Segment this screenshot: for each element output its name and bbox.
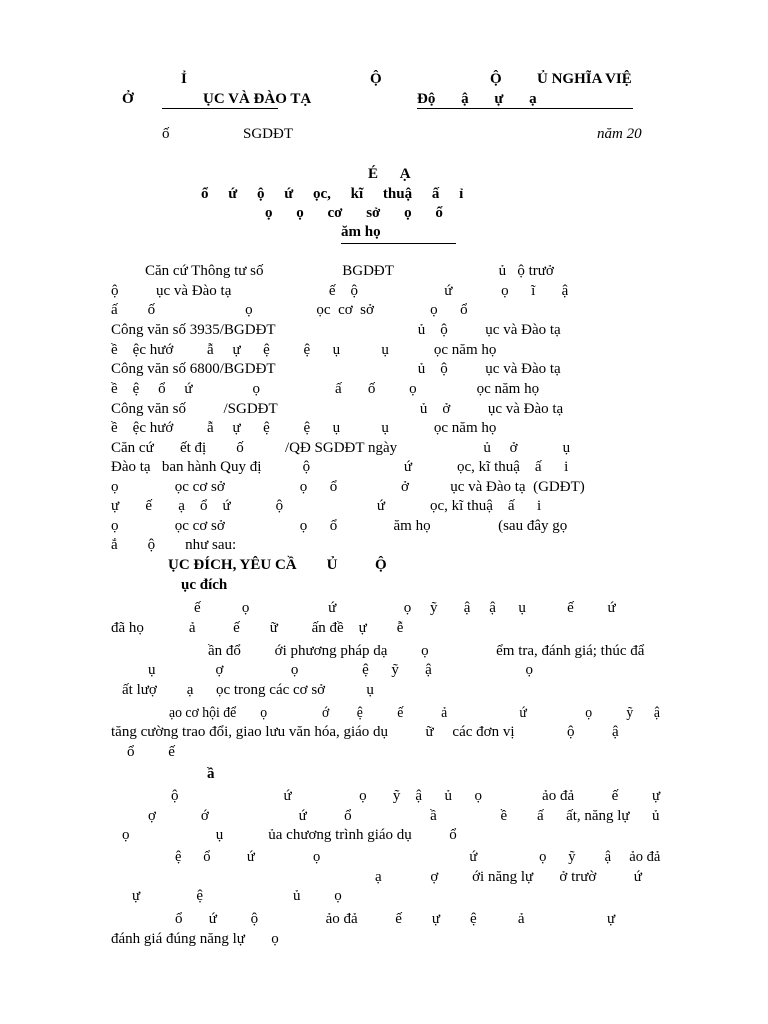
document-number: SGDĐT xyxy=(243,126,294,142)
body-line: ổ ứ ộ ảo đả ế ự ệ ả ự xyxy=(175,911,616,927)
section-heading: ỤC ĐÍCH, YÊU CẦ Ủ Ộ xyxy=(168,557,387,573)
body-line: ọ ụ ủa chương trình giáo dụ ổ xyxy=(122,827,457,843)
body-line: ất lượ ạ ọc trong các cơ sở ụ xyxy=(122,682,374,698)
header-text: Ộ xyxy=(490,71,502,87)
body-line: ề ệc hướ ẫ ự ệ ệ ụ ụ ọc năm họ xyxy=(111,342,497,358)
document-number: ố xyxy=(162,126,170,142)
body-line: ạo cơ hội để ọ ớ ệ ế ả ứ ọ ỹ ậ xyxy=(169,705,660,721)
body-line: Công văn số /SGDĐT ủ ở ục và Đào tạ xyxy=(111,401,564,417)
body-line: Công văn số 3935/BGDĐT ủ ộ ục và Đào tạ xyxy=(111,322,561,338)
title-underline xyxy=(341,243,456,244)
body-line: ộ ứ ọ ỹ ậ ủ ọ ảo đả ế ự xyxy=(171,788,661,804)
header-text: ỤC VÀ ĐÀO TẠ xyxy=(203,91,312,107)
body-line: ọ ọc cơ sở ọ ổ ăm họ (sau đây gọ xyxy=(111,518,568,534)
body-line: Đào tạ ban hành Quy đị ộ ứ ọc, kĩ thuậ ấ i xyxy=(111,459,569,475)
body-line: ự ệ ủ ọ xyxy=(132,888,342,904)
body-line: ệ ổ ứ ọ ứ ọ ỹ ậ ảo đả xyxy=(175,849,661,865)
body-line: ợ ớ ứ ổ ầ ề ấ ất, năng lự ủ xyxy=(148,808,660,824)
body-line: ạ ợ ới năng lự ở trườ ứ xyxy=(375,869,642,885)
body-line: ọ ọc cơ sở ọ ổ ở ục và Đào tạ (GDĐT) xyxy=(111,479,585,495)
body-line: ụ ợ ọ ệ ỹ ậ ọ xyxy=(148,662,533,678)
body-line: đánh giá đúng năng lự ọ xyxy=(111,931,279,947)
body-line: Căn cứ Thông tư số BGDĐT ủ ộ trưở xyxy=(145,263,554,279)
header-underline xyxy=(162,108,278,109)
body-line: ộ ục và Đào tạ ế ộ ứ ọ ĩ ậ xyxy=(111,283,569,299)
body-line: ắ ộ như sau: xyxy=(111,537,237,553)
body-line: ổ ế xyxy=(127,744,175,760)
body-line: ề ệc hướ ẫ ự ệ ệ ụ ụ ọc năm họ xyxy=(111,420,497,436)
body-line: Công văn số 6800/BGDĐT ủ ộ ục và Đào tạ xyxy=(111,361,561,377)
header-text: Ở xyxy=(122,91,134,107)
document-date: năm 20 xyxy=(597,126,642,142)
body-line: ần đổ ới phương pháp dạ ọ ểm tra, đánh giá; thúc đẩ xyxy=(208,643,645,659)
doc-title: ọ ọ cơ sở ọ ổ xyxy=(265,205,443,221)
header-underline xyxy=(417,108,633,109)
body-line: ấ ố ọ ọc cơ sở ọ ổ xyxy=(111,302,468,318)
doc-title: ăm họ xyxy=(341,224,381,240)
header-text: Ộ xyxy=(370,71,382,87)
body-line: đã họ ả ế ữ ấn đề ự ễ xyxy=(111,620,404,636)
doc-title: ổ ứ ộ ứ ọc, kĩ thuậ ấ ỉ xyxy=(201,186,464,202)
body-line: ế ọ ứ ọ ỹ ậ ậ ụ ế ứ xyxy=(194,600,616,616)
header-text: Ỉ xyxy=(181,71,187,87)
body-line: Căn cứ ết đị ố /QĐ SGDĐT ngày ủ ở ụ xyxy=(111,440,571,456)
section-subheading: ục đích xyxy=(181,577,228,593)
body-line: ự ế ạ ổ ứ ộ ứ ọc, kĩ thuậ ấ i xyxy=(111,498,542,514)
header-text: Độ ậ ự ạ xyxy=(417,91,537,107)
doc-title: É Ạ xyxy=(368,166,411,182)
body-line: ề ệ ổ ứ ọ ấ ố ọ ọc năm họ xyxy=(111,381,540,397)
header-text: Ủ NGHĨA VIỆ xyxy=(537,71,632,87)
section-subheading: ầ xyxy=(207,766,215,782)
body-line: tăng cường trao đổi, giao lưu văn hóa, giáo dụ ữ các đơn vị ộ ậ xyxy=(111,724,619,740)
